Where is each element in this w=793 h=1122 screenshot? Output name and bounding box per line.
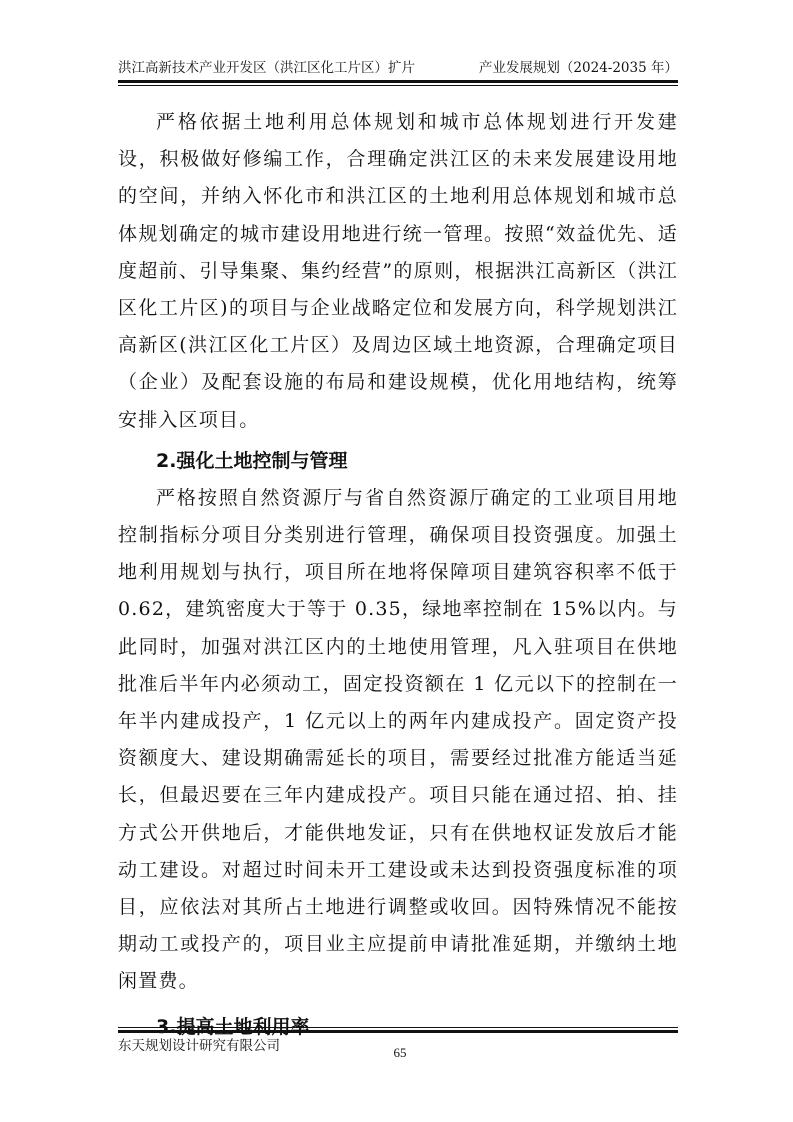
header-rule-thick	[118, 80, 678, 83]
footer-company-name: 东天规划设计研究有限公司	[118, 1038, 280, 1054]
body-paragraph-land-control: 严格按照自然资源厅与省自然资源厅确定的工业项目用地控制指标分项目分类别进行管理，确保项目投资强度。加强土地利用规划与执行，项目所在地将保障项目建筑容积率不低于 0.62，建筑密度大于等于 0.35，绿地率控制在 15%以内。与此同时，加强对洪江区内的土地使用管理，凡入驻项目在供地批准后半年内必须动工，固定投资额在 1 亿元以下的控制在一年半内建成投产，1 亿元以上的两年内建成投产。固定资产投资额度大、建设期确需延长的项目，需要经过批准方能适当延长，但最迟要在三年内建成投产。项目只能在通过招、拍、挂方式公开供地后，才能供地发证，只有在供地权证发放后才能动工建设。对超过时间未开工建设或未达到投资强度标准的项目，应依法对其所占土地进行调整或收回。因特殊情况不能按期动工或投产的，项目业主应提前申请批准延期，并缴纳土地闲置费。	[118, 486, 678, 993]
body-paragraph-land-planning: 严格依据土地利用总体规划和城市总体规划进行开发建设，积极做好修编工作，合理确定洪江区的未来发展建设用地的空间，并纳入怀化市和洪江区的土地利用总体规划和城市总体规划确定的城市建设用地进行统一管理。按照“效益优先、适度超前、引导集聚、集约经营”的原则，根据洪江高新区（洪江区化工片区)的项目与企业战略定位和发展方向，科学规划洪江高新区(洪江区化工片区）及周边区域土地资源，合理确定项目（企业）及配套设施的布局和建设规模，优化用地结构，统筹安排入区项目。	[118, 111, 678, 431]
header-plan-title: 产业发展规划（2024-2035 年）	[478, 60, 678, 76]
page-header	[118, 58, 678, 78]
header-document-title: 洪江高新技术产业开发区（洪江区化工片区）扩片	[118, 60, 415, 76]
section-heading-land-control: 2.强化土地控制与管理	[156, 449, 348, 472]
page-body	[118, 104, 678, 1046]
footer-rule-thick	[118, 1030, 678, 1033]
page-number: 65	[393, 1045, 407, 1060]
header-rule-thin	[118, 85, 678, 86]
footer-rule-thin	[118, 1027, 678, 1028]
